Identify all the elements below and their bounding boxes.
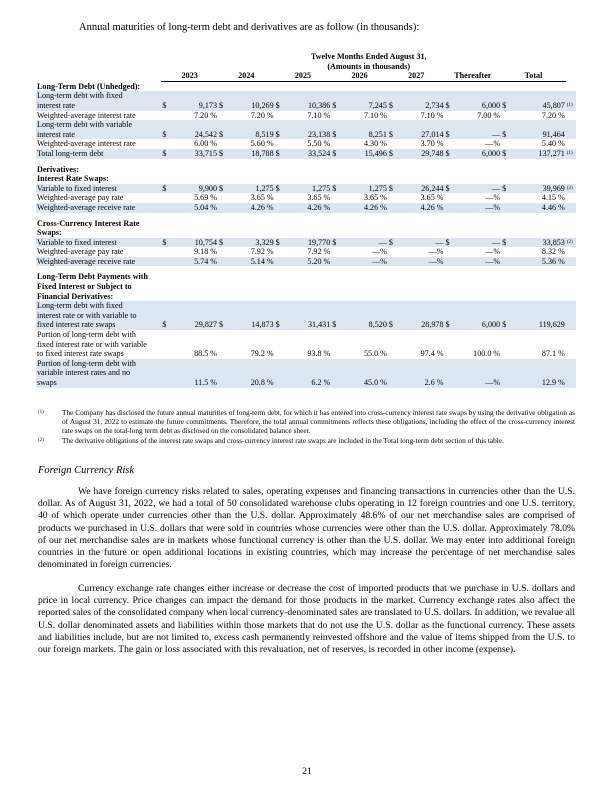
cell-value: 23,138 bbox=[285, 130, 332, 140]
currency-sign: $ bbox=[501, 320, 511, 330]
table-row bbox=[36, 311, 576, 321]
cell-value: 3.70 % bbox=[420, 139, 444, 149]
row-label: to fixed interest rate swaps bbox=[37, 349, 124, 359]
cell-value: 9.18 % bbox=[194, 247, 218, 257]
cell-value: 2.6 % bbox=[398, 378, 445, 388]
column-header: Total bbox=[501, 71, 566, 81]
row-label: Weighted-average interest rate bbox=[37, 139, 136, 149]
cell-value: 7.92 % bbox=[307, 247, 331, 257]
section-row bbox=[36, 228, 576, 238]
row-label: Total long-term debt bbox=[36, 149, 161, 159]
cell-value: 87.1 % bbox=[541, 349, 565, 359]
currency-sign: $ bbox=[218, 238, 228, 248]
row-label: fixed interest rate swaps bbox=[36, 320, 161, 330]
cell-value: 20.8 % bbox=[228, 378, 275, 388]
cell-value: 10,754 bbox=[172, 238, 219, 248]
cell-value: 4.26 % bbox=[228, 203, 275, 213]
paragraph-2: Currency exchange rate changes either increase or decrease the cost of imported products that we purchase in U.S. dollars and price in local currency. Price changes can impact the demand for those products in the market. Currency exchange rates also affect the reported sales of the consolidated company when local currency-denominated sales are translated to U.S. dollars. In addition, we revalue all U.S. dollar denominated assets and liabilities within those markets that do not use the U.S. dollar as the functional currency. These assets and liabilities include, but are not limited to, excess cash permanently reinvested offshore and the value of items shipped from the U.S. to our foreign markets. The gain or loss associated with this revaluation, net of reserves, is recorded in other income (expense). bbox=[38, 583, 575, 656]
units-header: (Amounts in thousands) bbox=[327, 61, 411, 71]
footnote-ref: (1) bbox=[566, 149, 576, 159]
cell-value: 7.20 % bbox=[541, 110, 565, 120]
cell-value: 137,271 bbox=[511, 149, 566, 159]
cell-value: 45.0 % bbox=[341, 378, 388, 388]
cell-value: 2,734 bbox=[398, 101, 445, 111]
footnote-ref: (2) bbox=[566, 184, 576, 194]
cell-value: —% bbox=[372, 247, 387, 257]
cell-value: 3.65 % bbox=[250, 193, 274, 203]
cell-value: 31,431 bbox=[285, 320, 332, 330]
column-header: Thereafter bbox=[445, 71, 502, 81]
table-row bbox=[36, 238, 576, 248]
column-header: 2023 bbox=[161, 71, 218, 81]
currency-sign: $ bbox=[445, 130, 455, 140]
table-row bbox=[36, 120, 576, 130]
row-label: Portion of long-term debt with bbox=[37, 330, 136, 340]
cell-value: — bbox=[455, 238, 502, 248]
currency-sign: $ bbox=[331, 149, 341, 159]
cell-value: 5.36 % bbox=[511, 257, 566, 267]
column-header: 2026 bbox=[331, 71, 388, 81]
row-label: Weighted-average receive rate bbox=[36, 257, 161, 267]
section-row bbox=[36, 81, 576, 91]
cell-value: —% bbox=[398, 257, 445, 267]
cell-value: 12.9 % bbox=[511, 378, 566, 388]
cell-value: 1,275 bbox=[341, 184, 388, 194]
table-row bbox=[36, 359, 576, 369]
cell-value: 79.2 % bbox=[250, 349, 274, 359]
currency-sign: $ bbox=[161, 149, 171, 159]
row-label: fixed interest rate or with variable bbox=[37, 339, 147, 349]
currency-sign: $ bbox=[275, 149, 285, 159]
cell-value: 7.10 % bbox=[420, 110, 444, 120]
table-row bbox=[36, 349, 576, 359]
row-label: Variable to fixed interest bbox=[36, 238, 161, 248]
table-row bbox=[36, 203, 576, 213]
cell-value: 7.92 % bbox=[250, 247, 274, 257]
cell-value: 4.26 % bbox=[341, 203, 388, 213]
cell-value: 7.20 % bbox=[194, 110, 218, 120]
section-row bbox=[36, 174, 576, 184]
cell-value: 4.26 % bbox=[285, 203, 332, 213]
currency-sign: $ bbox=[388, 101, 398, 111]
intro-text: Annual maturities of long-term debt and derivatives are as follow (in thousands): bbox=[79, 22, 420, 33]
cell-value: 5.69 % bbox=[194, 193, 218, 203]
currency-sign: $ bbox=[161, 130, 171, 140]
section-row bbox=[36, 165, 576, 175]
currency-sign: $ bbox=[275, 130, 285, 140]
cell-value: 6.2 % bbox=[285, 378, 332, 388]
cell-value: 33,524 bbox=[285, 149, 332, 159]
cell-value: 26,244 bbox=[398, 184, 445, 194]
cell-value: 6,000 bbox=[455, 149, 502, 159]
cell-value: 93.8 % bbox=[307, 349, 331, 359]
currency-sign: $ bbox=[331, 130, 341, 140]
table-row bbox=[36, 340, 576, 350]
row-label: interest rate or with variable to bbox=[36, 311, 161, 321]
cell-value: 6,000 bbox=[455, 101, 502, 111]
cell-value: 14,873 bbox=[228, 320, 275, 330]
footnote-ref bbox=[566, 247, 576, 257]
row-label: Fixed Interest or Subject to bbox=[37, 282, 132, 292]
cell-value: 97.4 % bbox=[420, 349, 444, 359]
currency-sign: $ bbox=[501, 184, 511, 194]
cell-value: 4.15 % bbox=[541, 193, 565, 203]
cell-value: —% bbox=[485, 247, 501, 257]
cell-value: 3.65 % bbox=[420, 193, 444, 203]
currency-sign: $ bbox=[275, 238, 285, 248]
section-row bbox=[36, 282, 576, 292]
table-row bbox=[36, 111, 576, 121]
footnote-2 bbox=[38, 436, 575, 445]
currency-sign: $ bbox=[275, 101, 285, 111]
cell-value: 5.20 % bbox=[285, 257, 332, 267]
row-label: Long-term debt with fixed bbox=[36, 91, 161, 101]
currency-sign: $ bbox=[388, 320, 398, 330]
maturities-table bbox=[36, 52, 576, 388]
section-title: Foreign Currency Risk bbox=[38, 465, 135, 476]
cell-value: 24,542 bbox=[172, 130, 219, 140]
cell-value: 8,520 bbox=[341, 320, 388, 330]
row-label: Financial Derivatives: bbox=[37, 291, 114, 301]
cell-value: 5.04 % bbox=[172, 203, 219, 213]
footnote-mark: (2) bbox=[38, 437, 44, 443]
currency-sign: $ bbox=[445, 238, 455, 248]
currency-sign: $ bbox=[218, 130, 228, 140]
currency-sign: $ bbox=[218, 184, 228, 194]
cell-value: 45,807 bbox=[511, 101, 566, 111]
currency-sign: $ bbox=[501, 101, 511, 111]
currency-sign: $ bbox=[161, 320, 171, 330]
currency-sign: $ bbox=[388, 238, 398, 248]
cell-value: 39,969 bbox=[511, 184, 566, 194]
table-row bbox=[36, 320, 576, 330]
table-row bbox=[36, 139, 576, 149]
currency-sign: $ bbox=[218, 149, 228, 159]
cell-value: 8.32 % bbox=[541, 247, 565, 257]
cell-value: 4.26 % bbox=[398, 203, 445, 213]
footnote-ref bbox=[566, 349, 576, 359]
cell-value: 100.0 % bbox=[473, 349, 501, 359]
footnote-ref bbox=[566, 378, 576, 388]
cell-value: — bbox=[455, 184, 502, 194]
table-row bbox=[36, 184, 576, 194]
currency-sign: $ bbox=[501, 238, 511, 248]
currency-sign: $ bbox=[388, 149, 398, 159]
section-row bbox=[36, 219, 576, 229]
currency-sign: $ bbox=[331, 101, 341, 111]
row-label: Weighted-average receive rate bbox=[36, 203, 161, 213]
cell-value: 5.60 % bbox=[250, 139, 274, 149]
cell-value: 3,329 bbox=[228, 238, 275, 248]
cell-value: 55.0 % bbox=[363, 349, 387, 359]
cell-value: —% bbox=[341, 257, 388, 267]
table-row bbox=[36, 91, 576, 101]
row-label: interest rate bbox=[36, 130, 161, 140]
currency-sign: $ bbox=[275, 320, 285, 330]
footnote-ref bbox=[566, 139, 576, 149]
section-row bbox=[36, 272, 576, 282]
table-row bbox=[36, 257, 576, 267]
table-row bbox=[36, 301, 576, 311]
cell-value: — bbox=[341, 238, 388, 248]
currency-sign: $ bbox=[161, 101, 171, 111]
row-label: Cross-Currency Interest Rate bbox=[37, 218, 140, 228]
table-row bbox=[36, 149, 576, 159]
table-row bbox=[36, 193, 576, 203]
currency-sign: $ bbox=[388, 130, 398, 140]
currency-sign: $ bbox=[275, 184, 285, 194]
footnote-1 bbox=[38, 408, 575, 436]
footnote-mark: (1) bbox=[38, 410, 44, 415]
cell-value: 1,275 bbox=[228, 184, 275, 194]
section-row bbox=[36, 292, 576, 302]
cell-value: 5.40 % bbox=[541, 139, 565, 149]
cell-value: 91,464 bbox=[511, 130, 566, 140]
currency-sign: $ bbox=[501, 149, 511, 159]
cell-value: —% bbox=[455, 378, 502, 388]
cell-value: 29,827 bbox=[172, 320, 219, 330]
cell-value: 27,014 bbox=[398, 130, 445, 140]
cell-value: 7.00 % bbox=[477, 110, 501, 120]
footnote-ref bbox=[566, 320, 576, 330]
cell-value: 8,519 bbox=[228, 130, 275, 140]
footnote-ref bbox=[566, 111, 576, 121]
row-label: Long-term debt with fixed bbox=[36, 301, 161, 311]
footnote-text: The derivative obligations of the interest rate swaps and cross-currency interest rate swaps are included in the Total long-term debt section of this table. bbox=[62, 435, 504, 445]
cell-value: 33,715 bbox=[172, 149, 219, 159]
row-label: Interest Rate Swaps: bbox=[37, 174, 109, 184]
row-label: variable interest rates and no bbox=[36, 368, 161, 378]
currency-sign: $ bbox=[161, 238, 171, 248]
currency-sign: $ bbox=[445, 101, 455, 111]
cell-value: 18,788 bbox=[228, 149, 275, 159]
cell-value: 15,496 bbox=[341, 149, 388, 159]
footnote-ref: (1) bbox=[566, 101, 576, 111]
table-row bbox=[36, 130, 576, 140]
currency-sign: $ bbox=[161, 184, 171, 194]
cell-value: —% bbox=[455, 257, 502, 267]
table-row bbox=[36, 330, 576, 340]
footnote-ref bbox=[566, 203, 576, 213]
cell-value: 5.14 % bbox=[228, 257, 275, 267]
cell-value: —% bbox=[485, 193, 501, 203]
cell-value: 9,173 bbox=[172, 101, 219, 111]
footnote-ref bbox=[566, 193, 576, 203]
row-label: Weighted-average pay rate bbox=[37, 247, 124, 257]
currency-sign: $ bbox=[218, 101, 228, 111]
currency-sign: $ bbox=[445, 320, 455, 330]
cell-value: 33,853 bbox=[511, 238, 566, 248]
currency-sign: $ bbox=[388, 184, 398, 194]
currency-sign: $ bbox=[445, 149, 455, 159]
currency-sign: $ bbox=[218, 320, 228, 330]
row-label: Portion of long-term debt with bbox=[36, 359, 161, 369]
row-label: Swaps: bbox=[37, 228, 62, 238]
cell-value: 10,386 bbox=[285, 101, 332, 111]
cell-value: 3.65 % bbox=[307, 193, 331, 203]
page-number: 21 bbox=[302, 766, 312, 777]
cell-value: 4.46 % bbox=[511, 203, 566, 213]
row-label: Variable to fixed interest bbox=[36, 184, 161, 194]
currency-sign: $ bbox=[445, 184, 455, 194]
column-header: 2025 bbox=[275, 71, 332, 81]
cell-value: 10,269 bbox=[228, 101, 275, 111]
row-label: Derivatives: bbox=[37, 164, 79, 174]
cell-value: 3.65 % bbox=[363, 193, 387, 203]
cell-value: 7,245 bbox=[341, 101, 388, 111]
cell-value: 1,275 bbox=[285, 184, 332, 194]
cell-value: 28,978 bbox=[398, 320, 445, 330]
cell-value: 5.74 % bbox=[172, 257, 219, 267]
cell-value: 6.00 % bbox=[194, 139, 218, 149]
row-label: Weighted-average pay rate bbox=[37, 193, 124, 203]
cell-value: 9,900 bbox=[172, 184, 219, 194]
cell-value: 88.5 % bbox=[194, 349, 218, 359]
footnote-text: The Company has disclosed the future annual maturities of long-term debt, for which it has entered into cross-currency interest rate swaps by using the derivative obligation as of August 31, 2022 to estimate the future commitments. Therefore, the total annual commitments reflects these obligations, including the effect of the cross-currency interest rate swaps on the total-long term debt as disclosed on the consolidated balance sheet. bbox=[62, 408, 575, 436]
cell-value: 11.5 % bbox=[172, 378, 219, 388]
currency-sign: $ bbox=[331, 238, 341, 248]
row-label: Weighted-average interest rate bbox=[37, 110, 136, 120]
currency-sign: $ bbox=[501, 130, 511, 140]
cell-value: 5.50 % bbox=[307, 139, 331, 149]
paragraph-1: We have foreign currency risks related to sales, operating expenses and financing transactions in currencies other than the U.S. dollar. As of August 31, 2022, we had a total of 50 consolidated warehouse clubs operating in 12 foreign countries and one U.S. territory, 40 of which operate under currencies other than the U.S. dollar. Approximately 48.6% of our net merchandise sales are comprised of products we purchased in U.S. dollars that were sold in countries whose currencies were other than the U.S. dollar. Approximately 78.0% of our net merchandise sales are in markets whose functional currency is other than the U.S. dollar. We may enter into additional foreign countries in the future or open additional locations in existing countries, which may increase the percentage of net merchandise sales denominated in foreign currencies. bbox=[38, 486, 575, 571]
cell-value: 29,748 bbox=[398, 149, 445, 159]
row-label: Long-term debt with variable bbox=[36, 120, 161, 130]
table-row bbox=[36, 368, 576, 378]
currency-sign: $ bbox=[331, 184, 341, 194]
row-label: Long-Term Debt (Unhedged): bbox=[37, 81, 141, 91]
table-row bbox=[36, 247, 576, 257]
cell-value: 119,629 bbox=[511, 320, 566, 330]
column-header-row bbox=[36, 71, 576, 81]
cell-value: —% bbox=[428, 247, 444, 257]
currency-sign: $ bbox=[331, 320, 341, 330]
cell-value: 19,770 bbox=[285, 238, 332, 248]
cell-value: — bbox=[455, 130, 502, 140]
cell-value: 8,251 bbox=[341, 130, 388, 140]
cell-value: —% bbox=[485, 139, 501, 149]
cell-value: 7.10 % bbox=[307, 110, 331, 120]
column-header: 2027 bbox=[388, 71, 445, 81]
row-label: Long-Term Debt Payments with bbox=[37, 272, 148, 282]
footnote-ref bbox=[566, 130, 576, 140]
period-header: Twelve Months Ended August 31, bbox=[310, 52, 427, 61]
footnotes bbox=[38, 408, 575, 445]
row-label: swaps bbox=[36, 378, 161, 388]
cell-value: 4.30 % bbox=[363, 139, 387, 149]
cell-value: 7.10 % bbox=[363, 110, 387, 120]
table-row bbox=[36, 378, 576, 388]
footnote-ref bbox=[566, 257, 576, 267]
cell-value: 7.20 % bbox=[250, 110, 274, 120]
column-header: 2024 bbox=[218, 71, 275, 81]
footnote-ref: (2) bbox=[566, 238, 576, 248]
row-label: interest rate bbox=[36, 101, 161, 111]
cell-value: —% bbox=[455, 203, 502, 213]
cell-value: — bbox=[398, 238, 445, 248]
cell-value: 6,000 bbox=[455, 320, 502, 330]
table-row bbox=[36, 101, 576, 111]
